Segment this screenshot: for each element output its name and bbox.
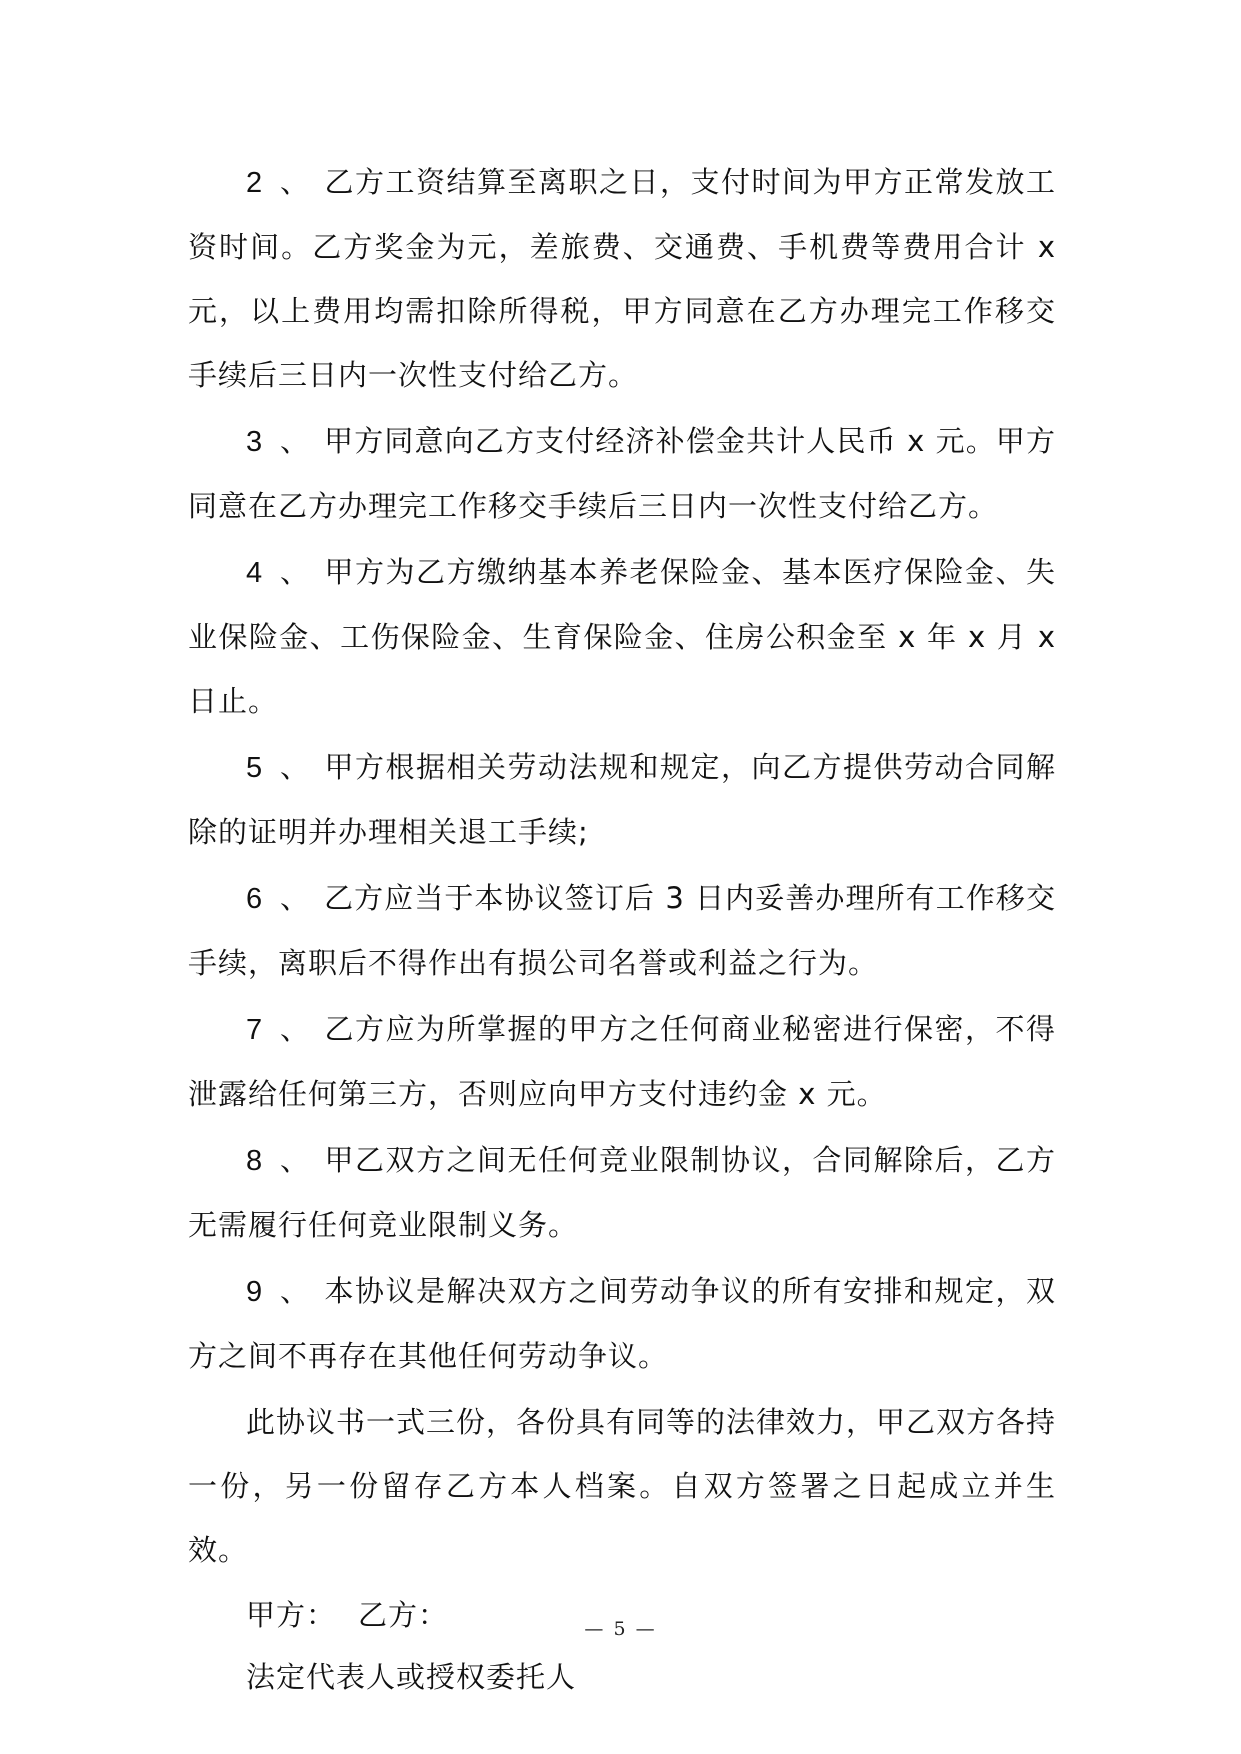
page-number: — 5 —	[584, 1618, 657, 1640]
clause-text: 乙方应为所掌握的甲方之任何商业秘密进行保密，不得泄露给任何第三方，否则应向甲方支付违约金 x 元。	[188, 1012, 1056, 1111]
clause-6	[188, 866, 1056, 995]
clause-text: 乙方应当于本协议签订后 3 日内妥善办理所有工作移交手续，离职后不得作出有损公司名誉或利益之行为。	[188, 881, 1056, 980]
clause-separator: 、	[280, 424, 311, 458]
clause-7	[188, 997, 1056, 1126]
clause-separator: 、	[280, 1012, 311, 1046]
document-body	[188, 150, 1056, 1708]
clause-text: 甲乙双方之间无任何竞业限制协议，合同解除后，乙方无需履行任何竞业限制义务。	[188, 1143, 1056, 1242]
clause-separator: 、	[280, 750, 311, 784]
clause-number: 3	[246, 426, 264, 458]
party-b-label: 乙方：	[358, 1598, 449, 1632]
clause-text: 甲方为乙方缴纳基本养老保险金、基本医疗保险金、失业保险金、工伤保险金、生育保险金、住房公积金至 x 年 x 月 x 日止。	[188, 555, 1056, 718]
clause-2	[188, 150, 1056, 407]
clause-separator: 、	[280, 1274, 311, 1308]
clause-number: 7	[246, 1014, 264, 1046]
clause-text: 甲方根据相关劳动法规和规定，向乙方提供劳动合同解除的证明并办理相关退工手续;	[188, 750, 1056, 849]
clause-number: 9	[246, 1276, 264, 1308]
clause-number: 6	[246, 883, 264, 915]
clause-number: 8	[246, 1145, 264, 1177]
clause-separator: 、	[280, 1143, 311, 1177]
clause-text: 本协议是解决双方之间劳动争议的所有安排和规定，双方之间不再存在其他任何劳动争议。	[188, 1274, 1056, 1373]
clause-text: 甲方同意向乙方支付经济补偿金共计人民币 x 元。甲方同意在乙方办理完工作移交手续后三日内一次性支付给乙方。	[188, 424, 1056, 523]
clause-text: 乙方工资结算至离职之日，支付时间为甲方正常发放工资时间。乙方奖金为元，差旅费、交通费、手机费等费用合计 x 元，以上费用均需扣除所得税，甲方同意在乙方办理完工作移交手续后三日内一次性支付给乙方。	[188, 165, 1056, 392]
clause-number: 4	[246, 557, 264, 589]
clause-8	[188, 1128, 1056, 1257]
clause-number: 2	[246, 167, 264, 199]
clause-9	[188, 1259, 1056, 1388]
clause-4	[188, 540, 1056, 733]
clause-3	[188, 409, 1056, 538]
closing-paragraph: 此协议书一式三份，各份具有同等的法律效力，甲乙双方各持一份，另一份留存乙方本人档案。自双方签署之日起成立并生效。	[188, 1405, 1057, 1567]
clause-5	[188, 735, 1056, 864]
representative-label: 法定代表人或授权委托人	[246, 1660, 577, 1694]
party-a-label: 甲方：	[246, 1598, 337, 1632]
clause-number: 5	[246, 752, 264, 784]
clause-separator: 、	[280, 165, 311, 199]
clause-separator: 、	[280, 555, 311, 589]
clause-separator: 、	[280, 881, 311, 915]
